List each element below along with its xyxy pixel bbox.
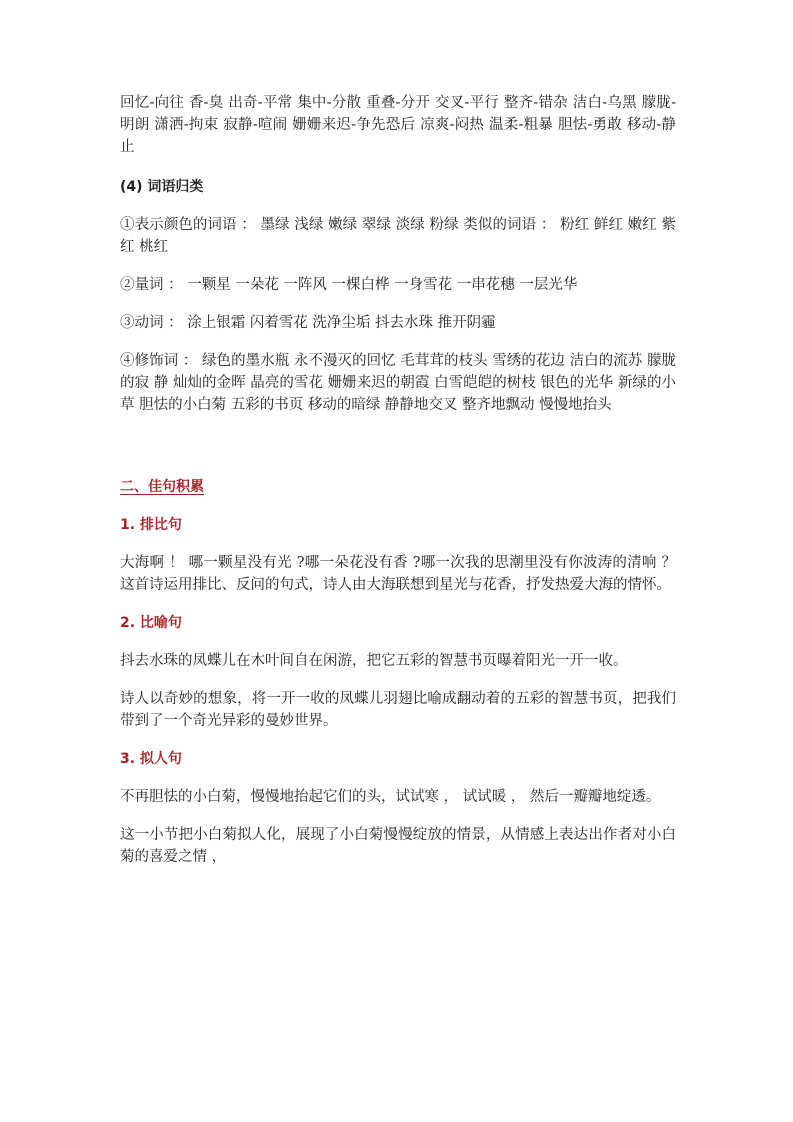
color-words-paragraph: ①表示颜色的词语 ： 墨绿 浅绿 嫩绿 翠绿 淡绿 粉绿 类似的词语 ： 粉红 鲜红 嫩红 紫红 桃红 bbox=[120, 217, 676, 255]
parallel-sentence-heading: 1. 排比句 bbox=[120, 517, 182, 533]
modifiers-paragraph: ④修饰词 ： 绿色的墨水瓶 永不漫灭的回忆 毛茸茸的枝头 雪绣的花边 洁白的流苏 朦胧的寂 静 灿灿的金晖 晶亮的雪花 姗姗来迟的朝霞 白雪皑皑的树枝 银色的光华 新绿的小草 胆怯的小白菊 五彩的书页 移动的暗绿 静静地交叉 整齐地飘动 慢慢地抬头 bbox=[120, 353, 676, 413]
document-page bbox=[120, 92, 676, 868]
personification-sentence-heading: 3. 拟人句 bbox=[120, 751, 182, 767]
metaphor-sentence-paragraph: 抖去水珠的凤蝶儿在木叶间自在闲游，把它五彩的智慧书页曝着阳光一开一收。 bbox=[120, 653, 628, 669]
metaphor-analysis-paragraph: 诗人以奇妙的想象，将一开一收的凤蝶儿羽翅比喻成翻动着的五彩的智慧书页，把我们带到了一个奇光异彩的曼妙世界。 bbox=[120, 691, 676, 729]
measure-words-paragraph: ②量词 ： 一颗星 一朵花 一阵风 一棵白桦 一身雪花 一串花穗 一层光华 bbox=[120, 277, 578, 293]
verbs-paragraph: ③动词 ： 涂上银霜 闪着雪花 洗净尘垢 抖去水珠 推开阴霾 bbox=[120, 315, 496, 331]
personification-sentence-paragraph: 不再胆怯的小白菊，慢慢地抬起它们的头，试试寒 ， 试试暖 ， 然后一瓣瓣地绽透。 bbox=[120, 789, 661, 805]
parallel-sentence-paragraph: 大海啊 ！ 哪一颗星没有光 ?哪一朵花没有香 ?哪一次我的思潮里没有你波涛的清响 ？ 这首诗运用排比、反问的句式，诗人由大海联想到星光与花香，抒发热爱大海的情怀。 bbox=[120, 555, 676, 593]
metaphor-sentence-heading: 2. 比喻句 bbox=[120, 615, 182, 631]
personification-analysis-paragraph: 这一小节把小白菊拟人化，展现了小白菊慢慢绽放的情景，从情感上表达出作者对小白菊的喜爱之情 ， bbox=[120, 827, 676, 865]
section-title-good-sentences: 二、佳句积累 bbox=[120, 479, 204, 495]
antonyms-paragraph: 回忆-向往 香-臭 出奇-平常 集中-分散 重叠-分开 交叉-平行 整齐-错杂 洁白-乌黑 朦胧-明朗 潇洒-拘束 寂静-喧闹 姗姗来迟-争先恐后 凉爽-闷热 温柔-粗暴 胆怯-勇敢 移动-静止 bbox=[120, 95, 676, 155]
word-classification-heading: (4) 词语归类 bbox=[120, 179, 204, 195]
